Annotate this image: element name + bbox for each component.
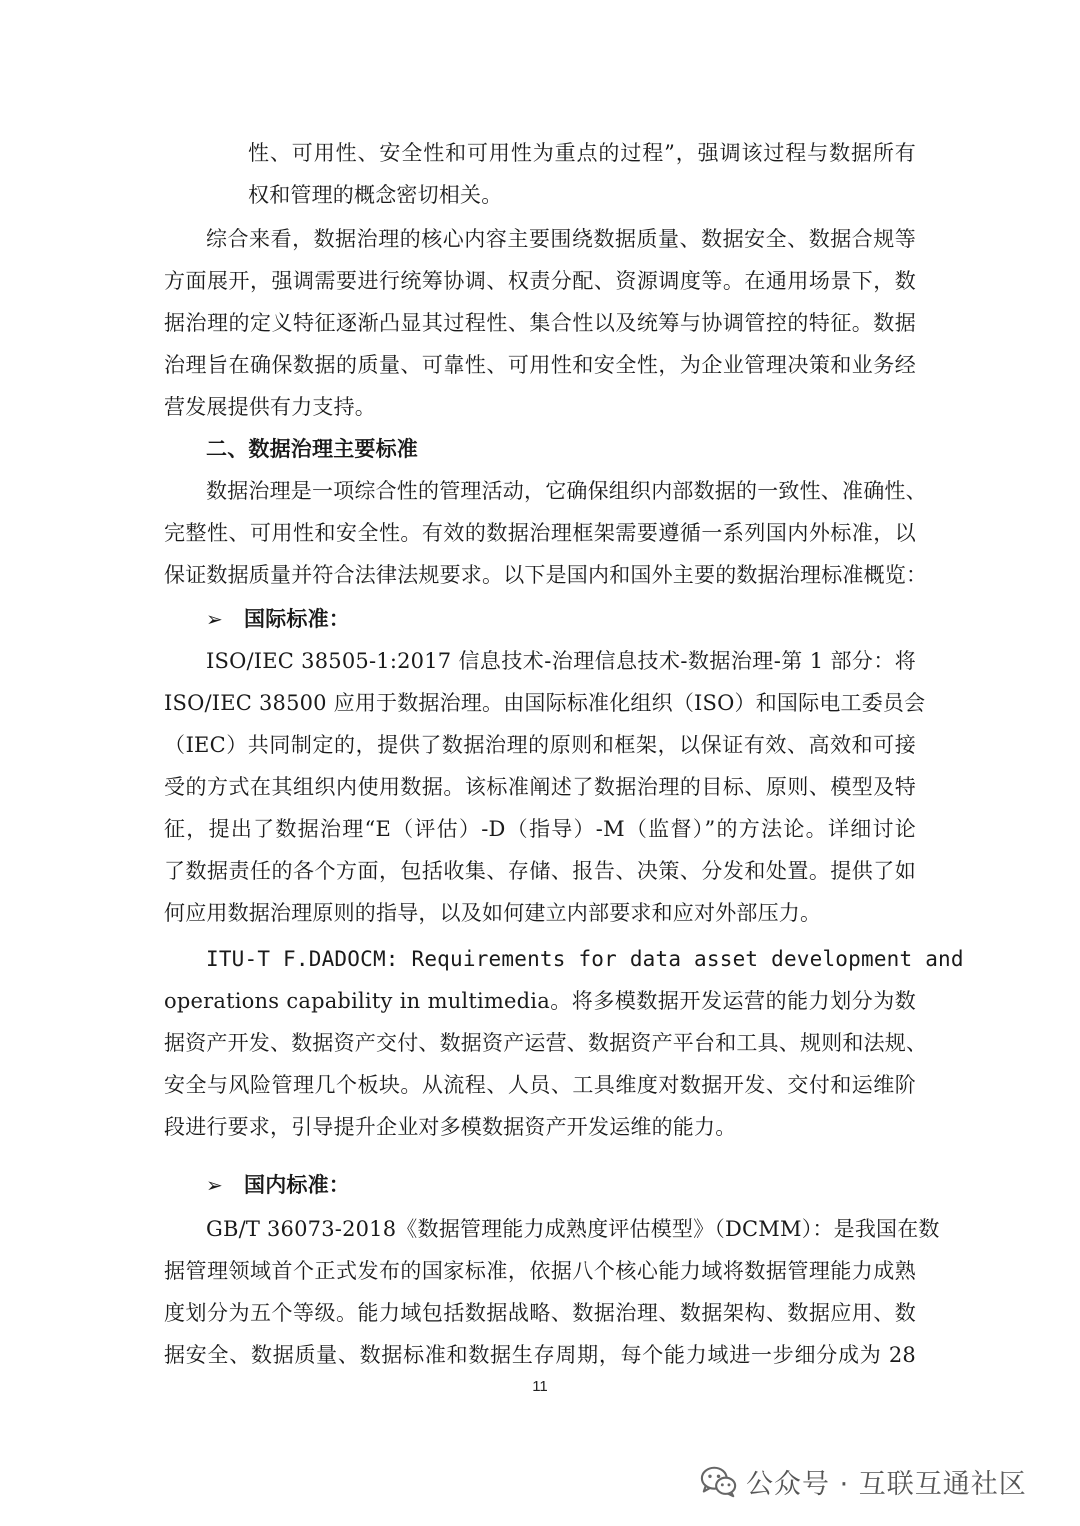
paragraph-line: GB/T 36073-2018《数据管理能力成熟度评估模型》（DCMM）：是我国在数 bbox=[206, 1217, 940, 1241]
bullet-heading bbox=[164, 1164, 916, 1206]
itu-paragraph bbox=[164, 938, 964, 1148]
paragraph-line: 了数据责任的各个方面，包括收集、存储、报告、决策、分发和处置。提供了如 bbox=[164, 859, 916, 883]
paragraph-line: 治理旨在确保数据的质量、可靠性、可用性和安全性，为企业管理决策和业务经 bbox=[164, 353, 916, 377]
paragraph-line: 保证数据质量并符合法律法规要求。以下是国内和国外主要的数据治理标准概览： bbox=[164, 563, 928, 587]
paragraph-line: 何应用数据治理原则的指导，以及如何建立内部要求和应对外部压力。 bbox=[164, 901, 822, 925]
continued-quote bbox=[164, 132, 916, 216]
watermark-text: 公众号 · 互联互通社区 bbox=[746, 1469, 1027, 1500]
summary-paragraph bbox=[164, 218, 916, 428]
paragraph-line: 受的方式在其组织内使用数据。该标准阐述了数据治理的目标、原则、模型及特 bbox=[164, 775, 916, 799]
paragraph-line: 据治理的定义特征逐渐凸显其过程性、集合性以及统筹与协调管控的特征。数据 bbox=[164, 311, 916, 335]
paragraph-line: ITU-T F.DADOCM: Requirements for data asset development and bbox=[206, 947, 964, 971]
paragraph-line: 综合来看，数据治理的核心内容主要围绕数据质量、数据安全、数据合规等 bbox=[206, 227, 916, 251]
paragraph-line: ISO/IEC 38500 应用于数据治理。由国际标准化组织（ISO）和国际电工委员会 bbox=[164, 691, 926, 715]
international-standards-heading bbox=[164, 598, 916, 640]
paragraph-line: 营发展提供有力支持。 bbox=[164, 395, 376, 419]
gb-paragraph bbox=[164, 1208, 940, 1376]
section-heading bbox=[164, 428, 916, 470]
paragraph-line: 征，提出了数据治理“E（评估）-D（指导）-M（监督）”的方法论。详细讨论 bbox=[164, 817, 916, 841]
quote-line: 性、可用性、安全性和可用性为重点的过程”，强调该过程与数据所有 bbox=[248, 141, 916, 165]
paragraph-line: （IEC）共同制定的，提供了数据治理的原则和框架，以保证有效、高效和可接 bbox=[164, 733, 916, 757]
paragraph-line: operations capability in multimedia。将多模数据开发运营的能力划分为数 bbox=[164, 989, 916, 1013]
quote-line: 权和管理的概念密切相关。 bbox=[248, 183, 503, 207]
paragraph-line: 度划分为五个等级。能力域包括数据战略、数据治理、数据架构、数据应用、数 bbox=[164, 1301, 916, 1325]
section-heading-text: 二、数据治理主要标准 bbox=[206, 437, 418, 461]
wechat-icon bbox=[700, 1465, 738, 1499]
paragraph-line: 据资产开发、数据资产交付、数据资产运营、数据资产平台和工具、规则和法规、 bbox=[164, 1031, 928, 1055]
paragraph-line: 据安全、数据质量、数据标准和数据生存周期，每个能力域进一步细分成为 28 bbox=[164, 1343, 916, 1367]
domestic-standards-heading bbox=[164, 1164, 916, 1206]
watermark bbox=[700, 1462, 1027, 1501]
bullet-heading-text: 国际标准： bbox=[244, 607, 350, 631]
bullet-heading-text: 国内标准： bbox=[244, 1173, 350, 1197]
paragraph-line: 数据治理是一项综合性的管理活动，它确保组织内部数据的一致性、准确性、 bbox=[206, 479, 927, 503]
paragraph-line: 安全与风险管理几个板块。从流程、人员、工具维度对数据开发、交付和运维阶 bbox=[164, 1073, 916, 1097]
iso-paragraph bbox=[164, 640, 926, 934]
intro-paragraph bbox=[164, 470, 928, 596]
paragraph-line: 据管理领域首个正式发布的国家标准，依据八个核心能力域将数据管理能力成熟 bbox=[164, 1259, 916, 1283]
arrow-bullet-icon: ➢ bbox=[206, 607, 223, 631]
paragraph-line: 完整性、可用性和安全性。有效的数据治理框架需要遵循一系列国内外标准，以 bbox=[164, 521, 916, 545]
paragraph-line: 段进行要求，引导提升企业对多模数据资产开发运维的能力。 bbox=[164, 1115, 737, 1139]
bullet-heading bbox=[164, 598, 916, 640]
page-number: 11 bbox=[532, 1378, 548, 1395]
paragraph-line: ISO/IEC 38505-1:2017 信息技术-治理信息技术-数据治理-第 1 部分：将 bbox=[206, 649, 916, 673]
arrow-bullet-icon: ➢ bbox=[206, 1173, 223, 1197]
paragraph-line: 方面展开，强调需要进行统筹协调、权责分配、资源调度等。在通用场景下，数 bbox=[164, 269, 916, 293]
